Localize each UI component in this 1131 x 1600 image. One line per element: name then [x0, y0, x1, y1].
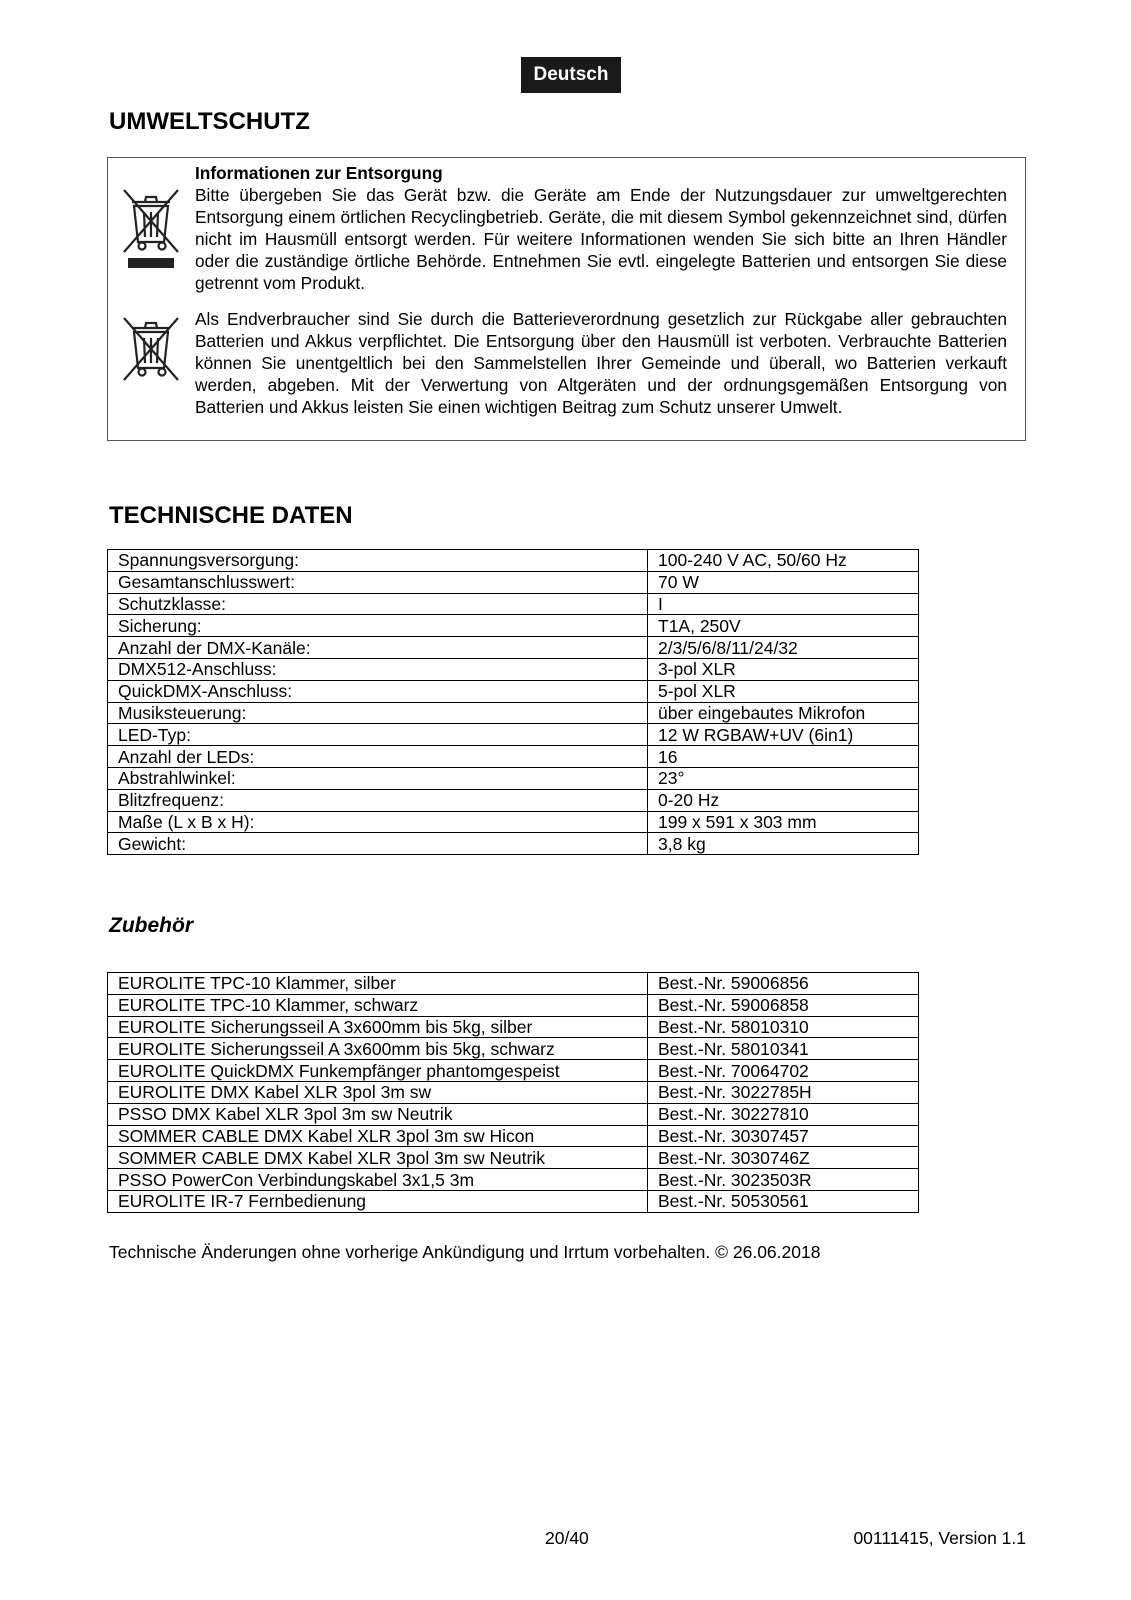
row-value: Best.-Nr. 3022785H: [648, 1081, 919, 1103]
row-label: Sicherung:: [108, 615, 648, 637]
row-value: Best.-Nr. 70064702: [648, 1060, 919, 1082]
table-row: [108, 1169, 919, 1191]
row-label: EUROLITE DMX Kabel XLR 3pol 3m sw: [108, 1081, 648, 1103]
table-row: [108, 789, 919, 811]
row-value: 12 W RGBAW+UV (6in1): [648, 724, 919, 746]
table-row: [108, 680, 919, 702]
row-value: Best.-Nr. 50530561: [648, 1190, 919, 1212]
table-row: [108, 1038, 919, 1060]
row-label: EUROLITE Sicherungsseil A 3x600mm bis 5kg, schwarz: [108, 1038, 648, 1060]
row-label: Abstrahlwinkel:: [108, 767, 648, 789]
table-row: [108, 615, 919, 637]
disposal-heading: Informationen zur Entsorgung: [195, 163, 443, 183]
row-label: EUROLITE TPC-10 Klammer, schwarz: [108, 994, 648, 1016]
row-label: EUROLITE TPC-10 Klammer, silber: [108, 973, 648, 995]
row-value: Best.-Nr. 30227810: [648, 1103, 919, 1125]
row-value: 5-pol XLR: [648, 680, 919, 702]
footer-note: Technische Änderungen ohne vorherige Ankündigung und Irrtum vorbehalten. © 26.06.2018: [109, 1242, 821, 1262]
disposal-info-box: [107, 157, 1026, 441]
row-label: Maße (L x B x H):: [108, 811, 648, 833]
row-value: 16: [648, 746, 919, 768]
table-row: [108, 658, 919, 680]
row-value: 0-20 Hz: [648, 789, 919, 811]
table-row: [108, 1060, 919, 1082]
table-row: [108, 702, 919, 724]
row-value: 199 x 591 x 303 mm: [648, 811, 919, 833]
row-label: LED-Typ:: [108, 724, 648, 746]
battery-text: Als Endverbraucher sind Sie durch die Batterieverordnung gesetzlich zur Rückgabe aller gebrauchten Batterien und Akkus verpflichtet. Die Entsorgung über den Hausmüll ist verboten. Verbrauchte Batterien können Sie unentgeltlich bei den Sammelstellen Ihrer Gemeinde und überall, wo Batterien verkauft werden, abgeben. Mit der Verwertung von Altgeräten und der ordnungsgemäßen Entsorgung von Batterien und Akkus leisten Sie einen wichtigen Beitrag zum Schutz unserer Umwelt.: [195, 309, 1007, 417]
row-value: über eingebautes Mikrofon: [648, 702, 919, 724]
row-label: PSSO DMX Kabel XLR 3pol 3m sw Neutrik: [108, 1103, 648, 1125]
row-value: Best.-Nr. 30307457: [648, 1125, 919, 1147]
row-label: Spannungsversorgung:: [108, 550, 648, 572]
row-label: EUROLITE IR-7 Fernbedienung: [108, 1190, 648, 1212]
row-value: T1A, 250V: [648, 615, 919, 637]
row-value: 100-240 V AC, 50/60 Hz: [648, 550, 919, 572]
row-label: EUROLITE QuickDMX Funkempfänger phantomgespeist: [108, 1060, 648, 1082]
table-row: [108, 593, 919, 615]
table-row: [108, 1190, 919, 1212]
crossed-bin-icon: [118, 316, 184, 391]
row-value: 2/3/5/6/8/11/24/32: [648, 637, 919, 659]
table-row: [108, 973, 919, 995]
row-value: Best.-Nr. 59006858: [648, 994, 919, 1016]
row-value: Best.-Nr. 58010310: [648, 1016, 919, 1038]
row-label: EUROLITE Sicherungsseil A 3x600mm bis 5kg, silber: [108, 1016, 648, 1038]
row-label: PSSO PowerCon Verbindungskabel 3x1,5 3m: [108, 1169, 648, 1191]
row-value: Best.-Nr. 58010341: [648, 1038, 919, 1060]
table-row: [108, 637, 919, 659]
table-row: [108, 833, 919, 855]
row-value: Best.-Nr. 3030746Z: [648, 1147, 919, 1169]
row-label: Gewicht:: [108, 833, 648, 855]
table-row: [108, 1081, 919, 1103]
row-label: SOMMER CABLE DMX Kabel XLR 3pol 3m sw Neutrik: [108, 1147, 648, 1169]
table-row: [108, 994, 919, 1016]
table-row: [108, 724, 919, 746]
row-label: Anzahl der LEDs:: [108, 746, 648, 768]
technical-data-table: [107, 549, 919, 855]
row-value: Best.-Nr. 59006856: [648, 973, 919, 995]
table-row: [108, 811, 919, 833]
language-badge: Deutsch: [521, 57, 621, 93]
row-label: Musiksteuerung:: [108, 702, 648, 724]
row-value: 3,8 kg: [648, 833, 919, 855]
row-label: QuickDMX-Anschluss:: [108, 680, 648, 702]
row-value: 70 W: [648, 571, 919, 593]
row-label: Anzahl der DMX-Kanäle:: [108, 637, 648, 659]
row-label: SOMMER CABLE DMX Kabel XLR 3pol 3m sw Hicon: [108, 1125, 648, 1147]
technical-title: TECHNISCHE DATEN: [109, 502, 353, 529]
disposal-text: Bitte übergeben Sie das Gerät bzw. die Geräte am Ende der Nutzungsdauer zur umweltgerechten Entsorgung einem örtlichen Recyclingbetrieb. Geräte, die mit diesem Symbol gekennzeichnet sind, dürfen nicht im Hausmüll entsorgt werden. Für weitere Informationen wenden Sie sich bitte an Ihren Händler oder die zuständige örtliche Behörde. Entnehmen Sie evtl. eingelegte Batterien und entsorgen Sie diese getrennt vom Produkt.: [195, 185, 1007, 293]
table-row: [108, 1103, 919, 1125]
table-row: [108, 571, 919, 593]
table-row: [108, 550, 919, 572]
row-value: 23°: [648, 767, 919, 789]
row-value: I: [648, 593, 919, 615]
row-label: DMX512-Anschluss:: [108, 658, 648, 680]
page-number: 20/40: [545, 1528, 589, 1548]
table-row: [108, 1125, 919, 1147]
document-version: 00111415, Version 1.1: [853, 1528, 1026, 1548]
accessories-title: Zubehör: [109, 914, 193, 937]
environment-title: UMWELTSCHUTZ: [109, 108, 310, 135]
row-label: Gesamtanschlusswert:: [108, 571, 648, 593]
table-row: [108, 1147, 919, 1169]
table-row: [108, 746, 919, 768]
row-label: Blitzfrequenz:: [108, 789, 648, 811]
accessories-table: [107, 972, 919, 1213]
table-row: [108, 1016, 919, 1038]
crossed-bin-icon: [118, 182, 184, 273]
table-row: [108, 767, 919, 789]
row-label: Schutzklasse:: [108, 593, 648, 615]
row-value: 3-pol XLR: [648, 658, 919, 680]
row-value: Best.-Nr. 3023503R: [648, 1169, 919, 1191]
